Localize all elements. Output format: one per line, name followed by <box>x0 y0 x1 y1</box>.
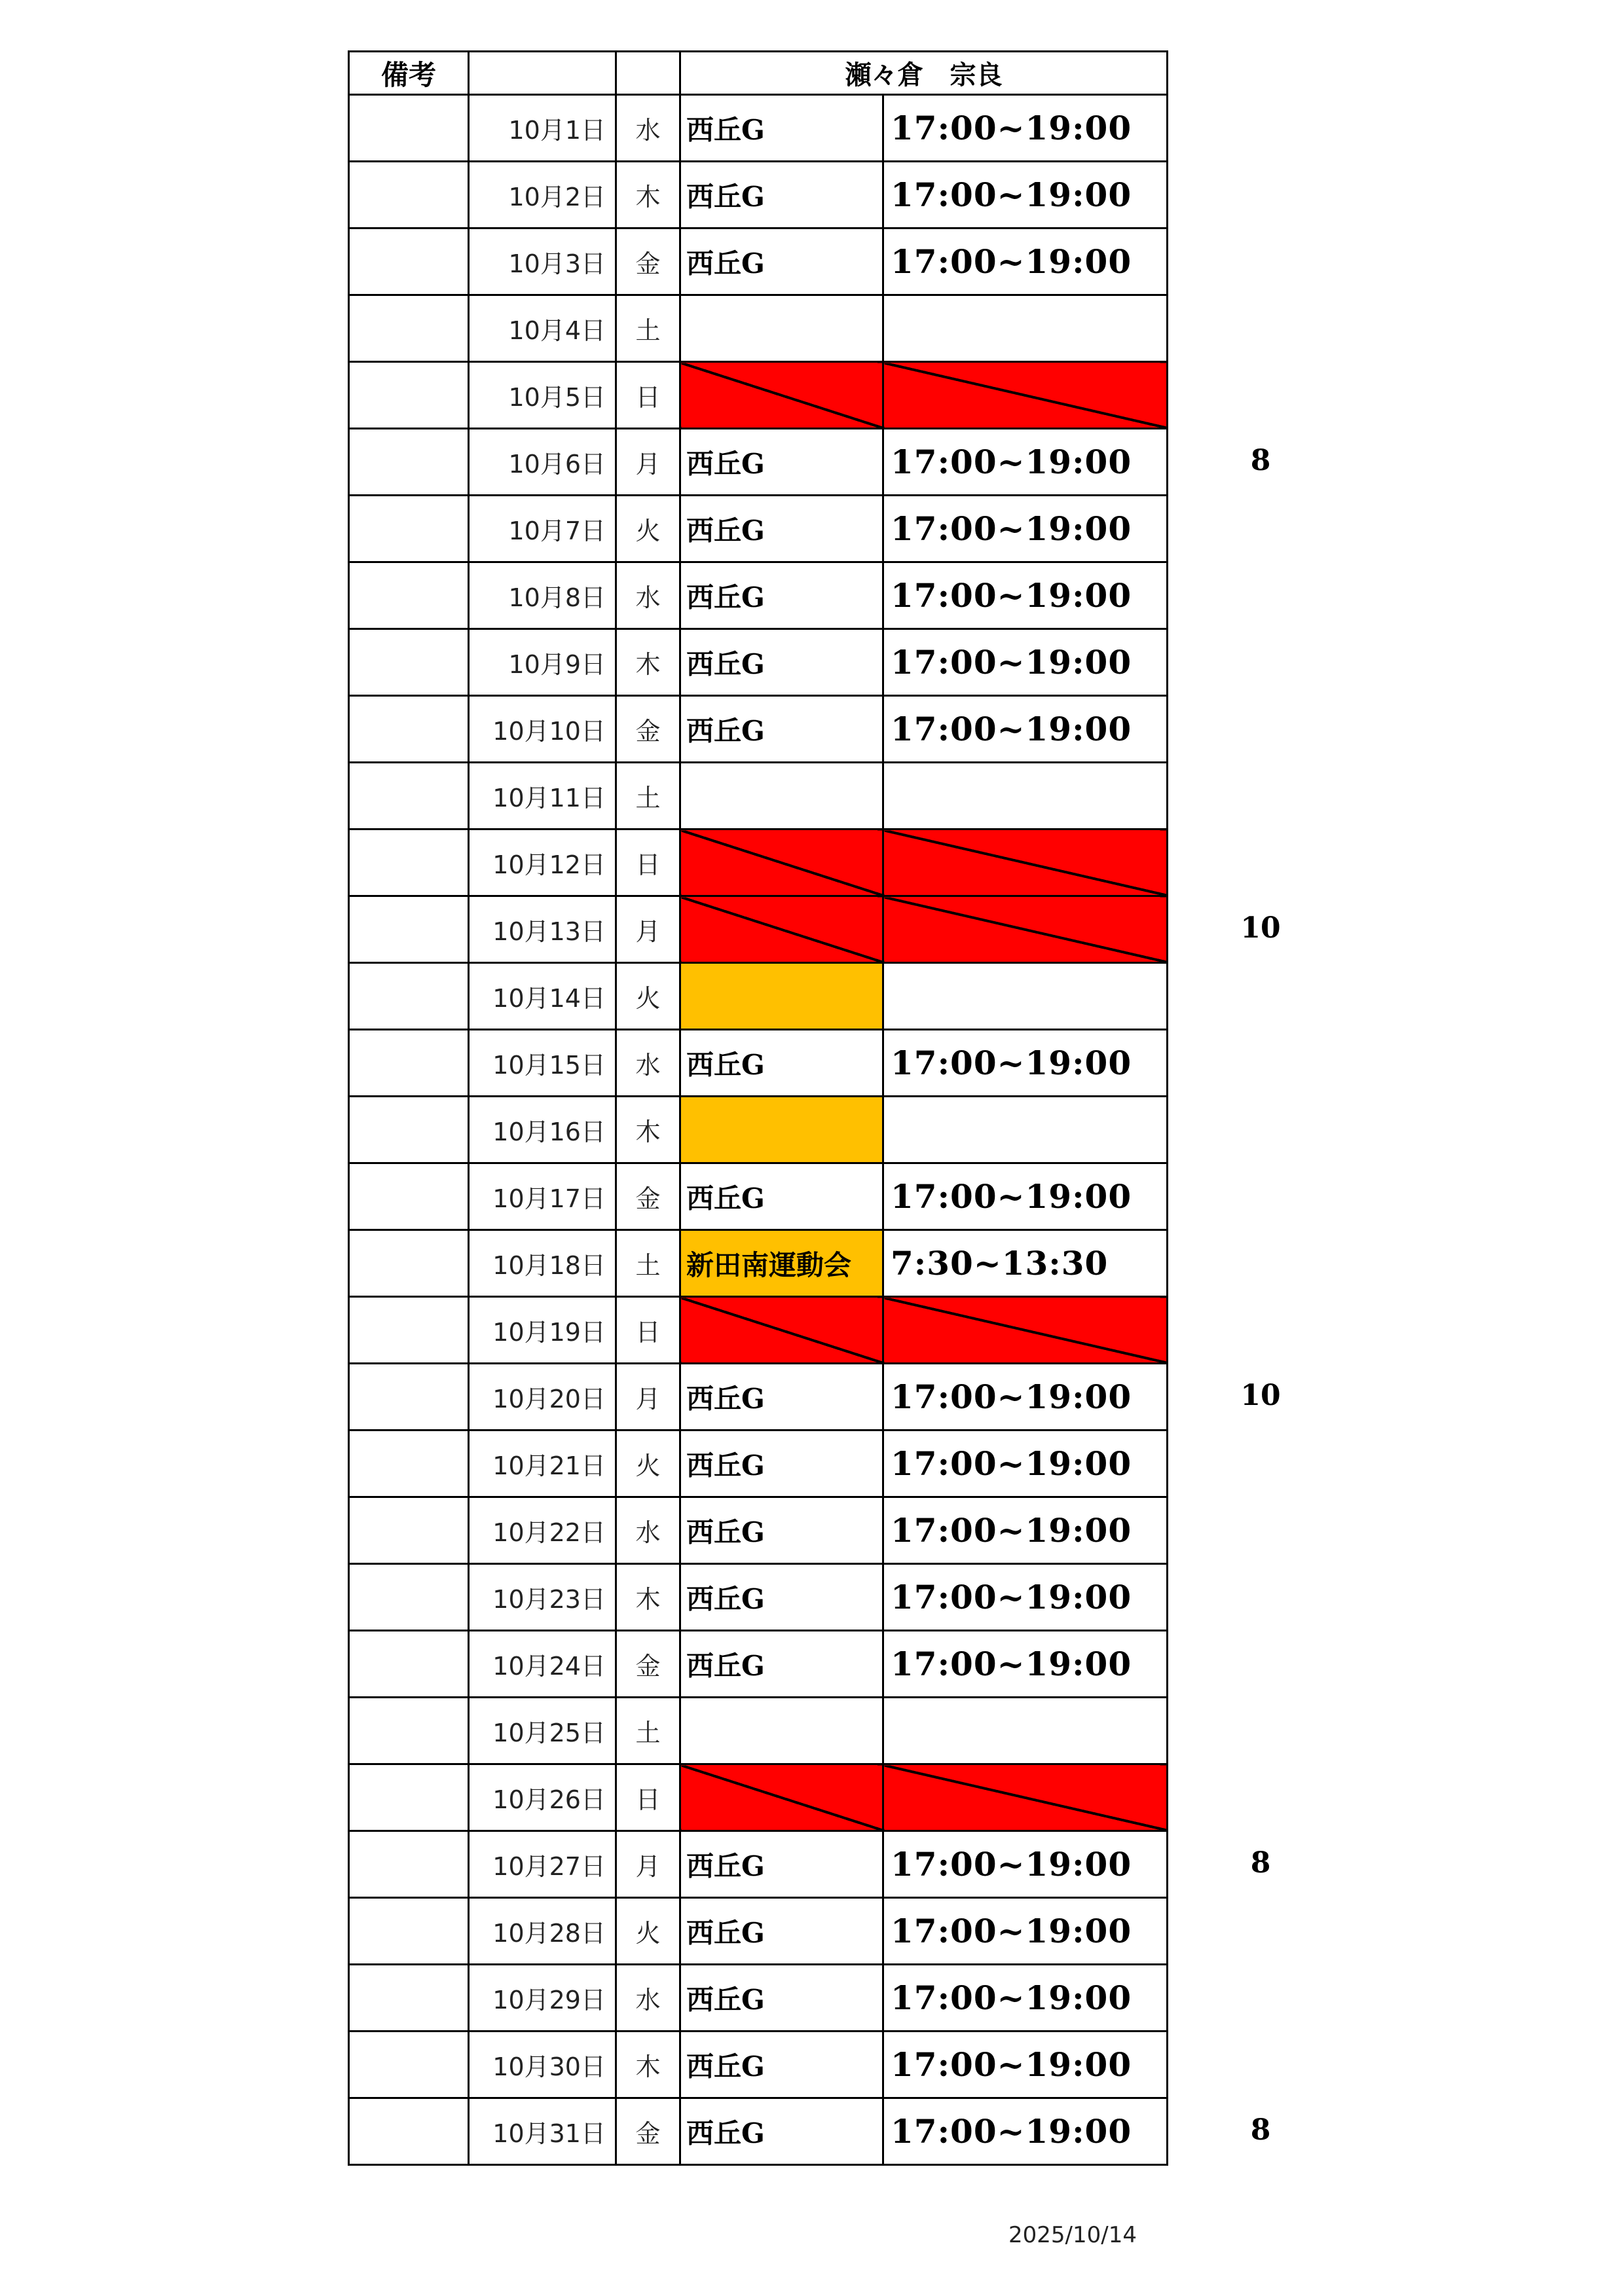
date-cell: 10月19日 <box>469 1297 616 1364</box>
note-cell <box>349 1497 469 1564</box>
weekday-cell: 金 <box>616 696 680 763</box>
date-cell: 10月5日 <box>469 362 616 429</box>
date-cell: 10月10日 <box>469 696 616 763</box>
note-cell <box>349 1898 469 1965</box>
schedule-row <box>349 295 1168 362</box>
time-cell: 17:00~19:00 <box>883 496 1168 562</box>
schedule-row <box>349 963 1168 1030</box>
time-cell: 17:00~19:00 <box>883 562 1168 629</box>
time-cell: 17:00~19:00 <box>883 1030 1168 1097</box>
schedule-row <box>349 1965 1168 2032</box>
date-cell: 10月13日 <box>469 896 616 963</box>
date-cell: 10月9日 <box>469 629 616 696</box>
place-cell: 西丘G <box>680 95 883 162</box>
time-cell: 17:00~19:00 <box>883 1831 1168 1898</box>
weekday-cell: 日 <box>616 1764 680 1831</box>
schedule-row <box>349 1631 1168 1698</box>
note-cell <box>349 963 469 1030</box>
time-cell <box>883 1097 1168 1163</box>
note-cell <box>349 1230 469 1297</box>
side-count: 8 <box>1250 443 1271 477</box>
note-cell <box>349 1430 469 1497</box>
date-cell: 10月30日 <box>469 2032 616 2098</box>
weekday-cell: 金 <box>616 2098 680 2165</box>
schedule-row <box>349 1230 1168 1297</box>
place-cell: 西丘G <box>680 1364 883 1430</box>
date-cell: 10月11日 <box>469 763 616 829</box>
time-cell <box>883 1698 1168 1764</box>
place-cell: 西丘G <box>680 1965 883 2032</box>
date-cell: 10月2日 <box>469 162 616 228</box>
weekday-cell: 火 <box>616 1430 680 1497</box>
note-header: 備考 <box>349 52 469 95</box>
schedule-row <box>349 1097 1168 1163</box>
place-cell: 西丘G <box>680 1163 883 1230</box>
date-cell: 10月12日 <box>469 829 616 896</box>
note-cell <box>349 362 469 429</box>
note-cell <box>349 562 469 629</box>
schedule-body <box>349 52 1168 2165</box>
date-cell: 10月15日 <box>469 1030 616 1097</box>
schedule-row <box>349 1030 1168 1097</box>
closed-place-cell <box>680 1764 883 1831</box>
side-count: 8 <box>1250 2113 1271 2147</box>
place-cell: 西丘G <box>680 696 883 763</box>
weekday-cell: 日 <box>616 362 680 429</box>
side-count: 8 <box>1250 1846 1271 1880</box>
date-header <box>469 52 616 95</box>
weekday-cell: 金 <box>616 1631 680 1698</box>
time-cell: 17:00~19:00 <box>883 2098 1168 2165</box>
schedule-row <box>349 696 1168 763</box>
note-cell <box>349 228 469 295</box>
time-cell: 17:00~19:00 <box>883 1564 1168 1631</box>
weekday-cell: 水 <box>616 562 680 629</box>
side-count: 10 <box>1240 911 1281 945</box>
date-cell: 10月8日 <box>469 562 616 629</box>
closed-time-cell <box>883 1297 1168 1364</box>
schedule-row <box>349 1364 1168 1430</box>
time-cell <box>883 763 1168 829</box>
place-cell: 西丘G <box>680 562 883 629</box>
weekday-cell: 日 <box>616 829 680 896</box>
weekday-cell: 木 <box>616 1097 680 1163</box>
weekday-cell: 月 <box>616 1831 680 1898</box>
note-cell <box>349 1564 469 1631</box>
time-cell: 17:00~19:00 <box>883 696 1168 763</box>
date-cell: 10月27日 <box>469 1831 616 1898</box>
weekday-cell: 土 <box>616 1230 680 1297</box>
schedule-row <box>349 362 1168 429</box>
weekday-cell: 月 <box>616 896 680 963</box>
schedule-row <box>349 1163 1168 1230</box>
closed-time-cell <box>883 896 1168 963</box>
time-cell: 17:00~19:00 <box>883 1898 1168 1965</box>
date-cell: 10月3日 <box>469 228 616 295</box>
note-cell <box>349 496 469 562</box>
time-cell: 17:00~19:00 <box>883 228 1168 295</box>
weekday-cell: 日 <box>616 1297 680 1364</box>
note-cell <box>349 896 469 963</box>
date-cell: 10月7日 <box>469 496 616 562</box>
schedule-row <box>349 763 1168 829</box>
side-count: 10 <box>1240 1378 1281 1412</box>
note-cell <box>349 1965 469 2032</box>
date-cell: 10月28日 <box>469 1898 616 1965</box>
note-cell <box>349 1631 469 1698</box>
date-cell: 10月24日 <box>469 1631 616 1698</box>
note-cell <box>349 295 469 362</box>
member-name: 瀬々倉 宗良 <box>680 52 1168 95</box>
time-cell: 17:00~19:00 <box>883 429 1168 496</box>
closed-time-cell <box>883 362 1168 429</box>
place-cell: 西丘G <box>680 1831 883 1898</box>
note-cell <box>349 629 469 696</box>
note-cell <box>349 763 469 829</box>
weekday-cell: 木 <box>616 629 680 696</box>
schedule-row <box>349 1430 1168 1497</box>
schedule-row <box>349 829 1168 896</box>
place-cell: 西丘G <box>680 496 883 562</box>
schedule-row <box>349 2098 1168 2165</box>
date-cell: 10月1日 <box>469 95 616 162</box>
place-cell: 西丘G <box>680 162 883 228</box>
place-cell: 西丘G <box>680 1030 883 1097</box>
time-cell: 17:00~19:00 <box>883 95 1168 162</box>
schedule-row <box>349 496 1168 562</box>
event-place-cell <box>680 963 883 1030</box>
schedule-row <box>349 162 1168 228</box>
time-cell: 17:00~19:00 <box>883 1364 1168 1430</box>
note-cell <box>349 95 469 162</box>
schedule-row <box>349 629 1168 696</box>
date-cell: 10月25日 <box>469 1698 616 1764</box>
event-place-cell: 新田南運動会 <box>680 1230 883 1297</box>
note-cell <box>349 1698 469 1764</box>
event-place-cell <box>680 1097 883 1163</box>
note-cell <box>349 829 469 896</box>
note-cell <box>349 1097 469 1163</box>
place-cell <box>680 295 883 362</box>
place-cell <box>680 1698 883 1764</box>
note-cell <box>349 1030 469 1097</box>
date-cell: 10月6日 <box>469 429 616 496</box>
date-cell: 10月4日 <box>469 295 616 362</box>
note-cell <box>349 162 469 228</box>
place-cell: 西丘G <box>680 1430 883 1497</box>
place-cell: 西丘G <box>680 1497 883 1564</box>
weekday-cell: 水 <box>616 1030 680 1097</box>
note-cell <box>349 2098 469 2165</box>
closed-time-cell <box>883 829 1168 896</box>
schedule-table <box>348 50 1168 2166</box>
schedule-row <box>349 562 1168 629</box>
schedule-row <box>349 228 1168 295</box>
date-cell: 10月17日 <box>469 1163 616 1230</box>
weekday-cell: 火 <box>616 496 680 562</box>
schedule-row <box>349 1831 1168 1898</box>
date-cell: 10月14日 <box>469 963 616 1030</box>
place-cell: 西丘G <box>680 228 883 295</box>
weekday-cell: 土 <box>616 1698 680 1764</box>
schedule-row <box>349 1297 1168 1364</box>
closed-place-cell <box>680 1297 883 1364</box>
footer-date: 2025/10/14 <box>1008 2222 1137 2248</box>
weekday-cell: 土 <box>616 763 680 829</box>
time-cell: 17:00~19:00 <box>883 1430 1168 1497</box>
date-cell: 10月23日 <box>469 1564 616 1631</box>
place-cell: 西丘G <box>680 1898 883 1965</box>
schedule-row <box>349 95 1168 162</box>
closed-place-cell <box>680 362 883 429</box>
time-cell: 17:00~19:00 <box>883 629 1168 696</box>
schedule-row <box>349 1497 1168 1564</box>
weekday-cell: 木 <box>616 162 680 228</box>
place-cell: 西丘G <box>680 1564 883 1631</box>
weekday-cell: 火 <box>616 963 680 1030</box>
weekday-cell: 火 <box>616 1898 680 1965</box>
note-cell <box>349 1831 469 1898</box>
place-cell: 西丘G <box>680 429 883 496</box>
time-cell: 17:00~19:00 <box>883 1965 1168 2032</box>
date-cell: 10月26日 <box>469 1764 616 1831</box>
weekday-cell: 金 <box>616 228 680 295</box>
closed-time-cell <box>883 1764 1168 1831</box>
date-cell: 10月20日 <box>469 1364 616 1430</box>
closed-place-cell <box>680 829 883 896</box>
schedule-row <box>349 1564 1168 1631</box>
schedule-row <box>349 896 1168 963</box>
weekday-cell: 土 <box>616 295 680 362</box>
weekday-cell: 木 <box>616 1564 680 1631</box>
time-cell: 17:00~19:00 <box>883 1631 1168 1698</box>
dow-header <box>616 52 680 95</box>
time-cell: 17:00~19:00 <box>883 1163 1168 1230</box>
place-cell: 西丘G <box>680 2032 883 2098</box>
weekday-cell: 水 <box>616 95 680 162</box>
schedule-row <box>349 1764 1168 1831</box>
place-cell: 西丘G <box>680 2098 883 2165</box>
weekday-cell: 木 <box>616 2032 680 2098</box>
schedule-row <box>349 1898 1168 1965</box>
time-cell <box>883 295 1168 362</box>
weekday-cell: 月 <box>616 1364 680 1430</box>
note-cell <box>349 1764 469 1831</box>
date-cell: 10月29日 <box>469 1965 616 2032</box>
weekday-cell: 月 <box>616 429 680 496</box>
note-cell <box>349 2032 469 2098</box>
note-cell <box>349 429 469 496</box>
date-cell: 10月31日 <box>469 2098 616 2165</box>
date-cell: 10月18日 <box>469 1230 616 1297</box>
note-cell <box>349 1297 469 1364</box>
place-cell: 西丘G <box>680 1631 883 1698</box>
note-cell <box>349 1163 469 1230</box>
weekday-cell: 金 <box>616 1163 680 1230</box>
schedule-row <box>349 1698 1168 1764</box>
time-cell <box>883 963 1168 1030</box>
weekday-cell: 水 <box>616 1965 680 2032</box>
schedule-row <box>349 429 1168 496</box>
date-cell: 10月16日 <box>469 1097 616 1163</box>
weekday-cell: 水 <box>616 1497 680 1564</box>
time-cell: 17:00~19:00 <box>883 162 1168 228</box>
note-cell <box>349 696 469 763</box>
note-cell <box>349 1364 469 1430</box>
place-cell: 西丘G <box>680 629 883 696</box>
time-cell: 17:00~19:00 <box>883 2032 1168 2098</box>
header-row <box>349 52 1168 95</box>
time-cell: 7:30~13:30 <box>883 1230 1168 1297</box>
closed-place-cell <box>680 896 883 963</box>
date-cell: 10月21日 <box>469 1430 616 1497</box>
time-cell: 17:00~19:00 <box>883 1497 1168 1564</box>
date-cell: 10月22日 <box>469 1497 616 1564</box>
place-cell <box>680 763 883 829</box>
schedule-row <box>349 2032 1168 2098</box>
